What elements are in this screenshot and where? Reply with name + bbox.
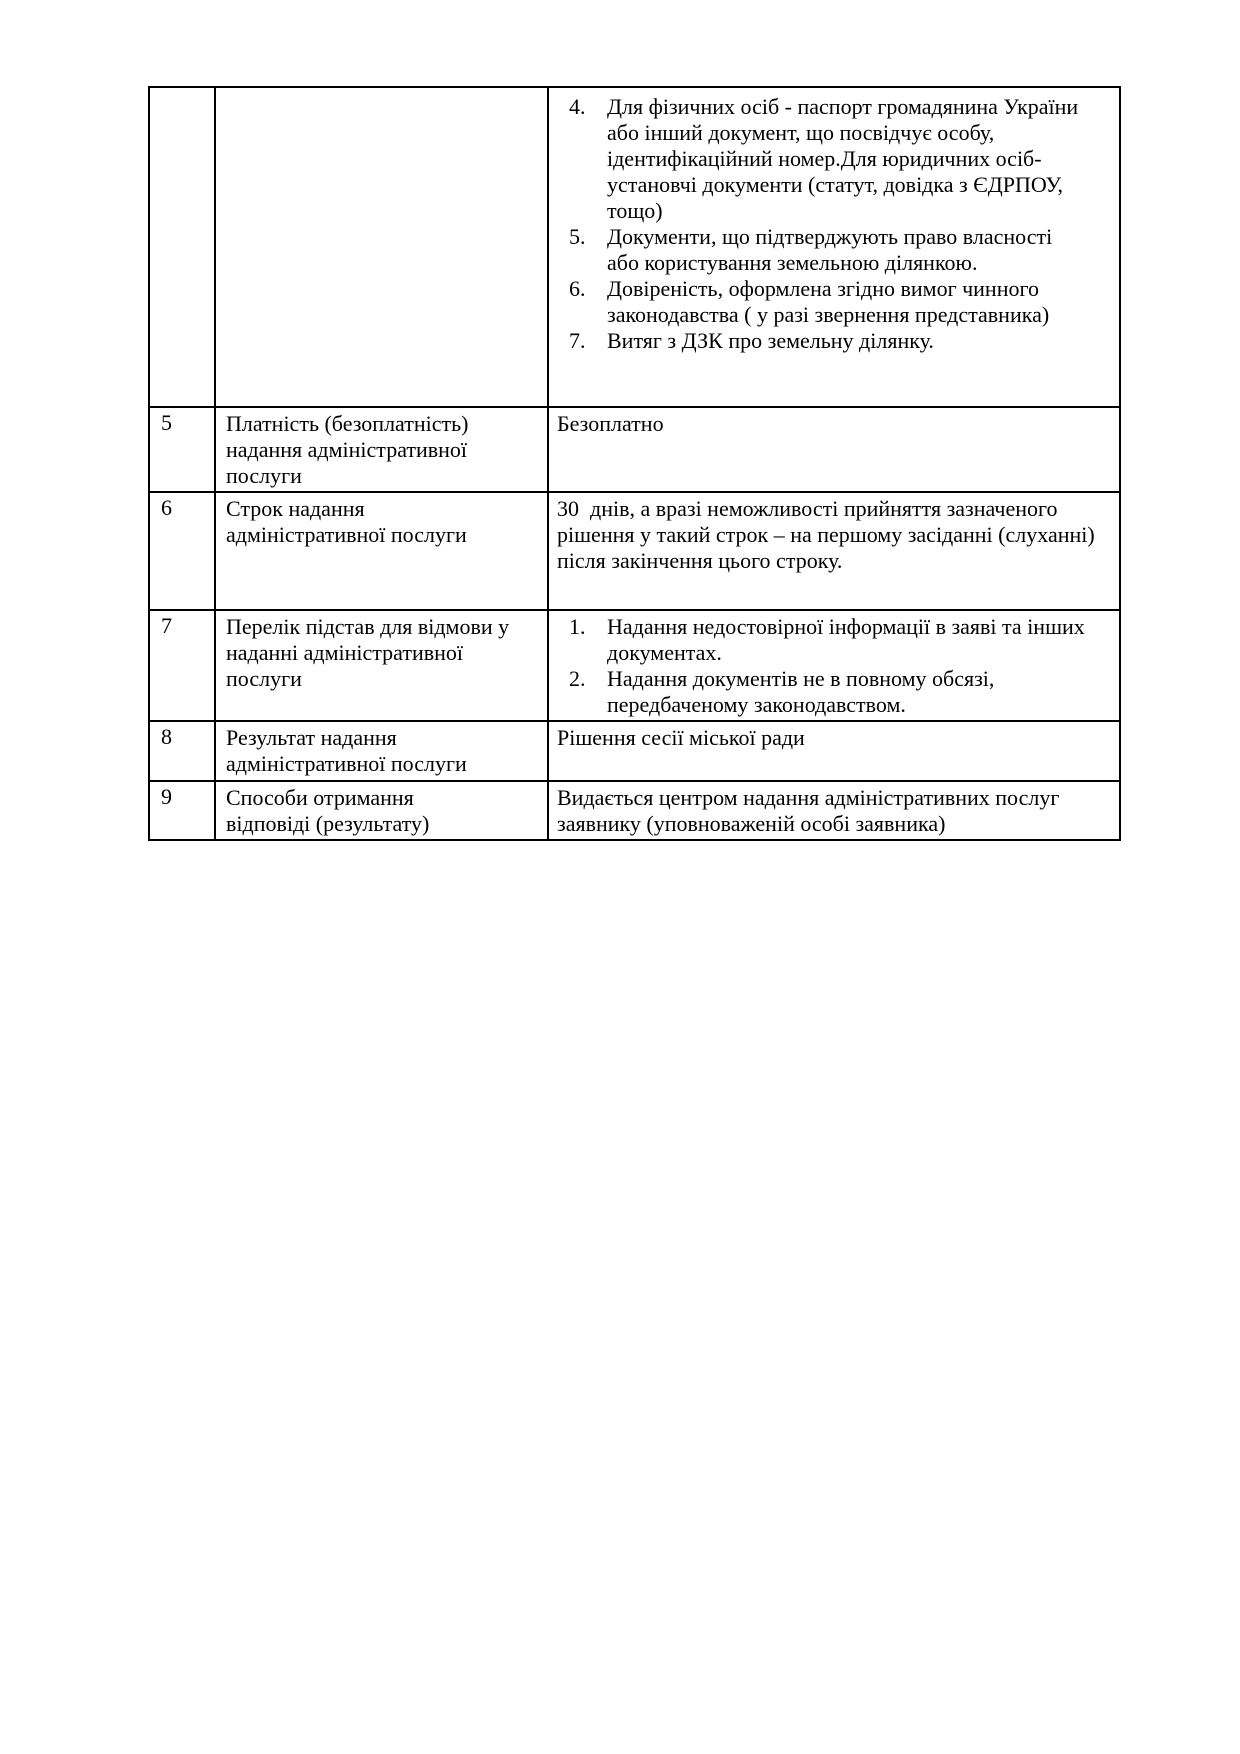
list-item-number: 5. bbox=[569, 224, 586, 249]
table-row bbox=[150, 782, 1119, 839]
cell-row-value: Рішення сесії міської ради bbox=[557, 725, 805, 750]
list-item-text: Надання документів не в повному обсязі, передбаченому законодавством. bbox=[607, 666, 995, 717]
list-item-number: 6. bbox=[569, 276, 586, 301]
table-row bbox=[150, 722, 1119, 782]
list-item-number: 7. bbox=[569, 328, 586, 353]
list-item-text: Витяг з ДЗК про земельну ділянку. bbox=[607, 328, 934, 353]
admin-service-table bbox=[148, 86, 1121, 841]
cell-row-number: 9 bbox=[150, 782, 216, 839]
cell-row-number: 7 bbox=[150, 611, 216, 720]
cell-row-label: Результат надання адміністративної послуги bbox=[216, 722, 549, 780]
cell-row-label: Платність (безоплатність) надання адміністративної послуги bbox=[216, 408, 549, 491]
table-row-continuation bbox=[150, 88, 1119, 408]
cell-row-value bbox=[549, 611, 1119, 720]
list-item-text: Для фізичних осіб - паспорт громадянина України або інший документ, що посвідчує особу, ідентифікаційний номер.Для юридичних осіб-установчі документи (статут, довідка з ЄДРПОУ, тощо) bbox=[607, 94, 1079, 223]
cell-row-value: Видається центром надання адміністративних послуг заявнику (уповноваженій особі заявника) bbox=[557, 785, 1060, 836]
cell-row-label: Перелік підстав для відмови у наданні адміністративної послуги bbox=[216, 611, 549, 720]
list-item bbox=[569, 614, 1107, 666]
table-row bbox=[150, 493, 1119, 611]
cell-row-label bbox=[216, 88, 549, 406]
table-row bbox=[150, 611, 1119, 722]
list-item bbox=[569, 94, 1107, 224]
list-item bbox=[569, 276, 1107, 328]
list-item-number: 1. bbox=[569, 614, 586, 639]
list-item-text: Надання недостовірної інформації в заяві та інших документах. bbox=[607, 614, 1085, 665]
table-row bbox=[150, 408, 1119, 493]
cell-row-number: 5 bbox=[150, 408, 216, 491]
row-label-text: Способи отримання відповіді (результату) bbox=[226, 785, 430, 836]
cell-row-number: 8 bbox=[150, 722, 216, 780]
list-item-text: Довіреність, оформлена згідно вимог чинного законодавства ( у разі звернення представника) bbox=[607, 276, 1050, 327]
cell-row-number: 6 bbox=[150, 493, 216, 609]
cell-row-label bbox=[216, 782, 549, 839]
list-item-number: 2. bbox=[569, 666, 586, 691]
list-item-number: 4. bbox=[569, 94, 586, 119]
list-item bbox=[569, 328, 1107, 354]
cell-row-value bbox=[549, 88, 1119, 406]
cell-row-value: Безоплатно bbox=[557, 411, 664, 436]
list-item-text: Документи, що підтверджують право власності або користування земельною ділянкою. bbox=[607, 224, 1053, 275]
cell-row-value: 30 днів, а вразі неможливості прийняття зазначеного рішення у такий строк – на першому засіданні (слуханні) після закінчення цього строку. bbox=[557, 496, 1095, 573]
cell-row-number bbox=[150, 88, 216, 406]
list-item bbox=[569, 224, 1107, 276]
list-item bbox=[569, 666, 1107, 718]
cell-row-label: Строк надання адміністративної послуги bbox=[216, 493, 549, 609]
